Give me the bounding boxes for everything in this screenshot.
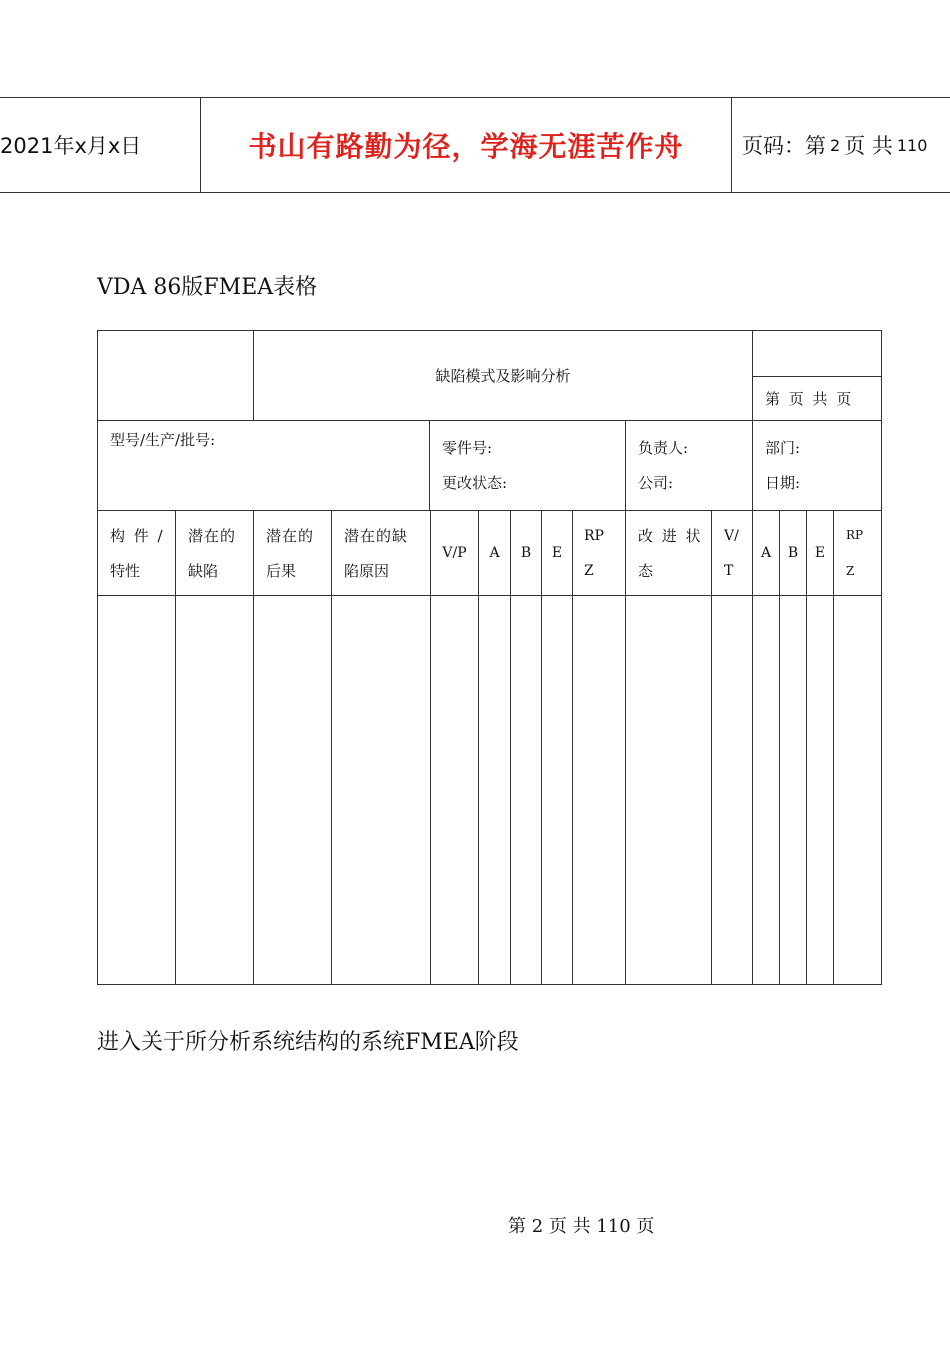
header-motto: 书山有路勤为径，学海无涯苦作舟 — [200, 98, 732, 192]
header-date: 2021年x月x日 — [0, 134, 142, 158]
document-title: VDA 86版FMEA表格 — [97, 275, 318, 300]
body-vp — [430, 595, 479, 985]
col-improve-line2: 态 — [638, 562, 654, 580]
company-label: 公司: — [638, 474, 674, 492]
col-defect-line1: 潜在的 — [188, 527, 237, 545]
body-e2 — [806, 595, 834, 985]
revision-label: 更改状态: — [442, 474, 508, 492]
col-e2-label: E — [814, 545, 826, 561]
model-label: 型号/生产/批号: — [110, 431, 216, 449]
page-footer: 第 2 页 共 110 页 — [508, 1216, 655, 1237]
fmea-form — [97, 330, 882, 985]
body-rpz2 — [833, 595, 882, 985]
body-component — [97, 595, 176, 985]
col-vt-line1: V/ — [724, 528, 739, 544]
col-rpz1-line1: RP — [584, 528, 604, 544]
col-vt-line2: T — [724, 563, 734, 579]
body-improve — [625, 595, 712, 985]
date-label: 日期: — [765, 474, 801, 492]
col-effect-line2: 后果 — [266, 562, 297, 580]
col-e1-label: E — [551, 545, 563, 561]
form-page-of: 第 页 共 页 — [765, 390, 854, 408]
body-a2 — [752, 595, 780, 985]
col-rpz2-line2: Z — [846, 564, 855, 578]
body-a1 — [478, 595, 511, 985]
col-cause-line1: 潜在的缺 — [344, 527, 409, 545]
page-mid: 页 共 — [844, 134, 893, 158]
form-top-right-cell — [752, 330, 882, 377]
col-b2-label: B — [787, 545, 799, 561]
col-a1-label: A — [489, 545, 500, 561]
body-rpz1 — [572, 595, 626, 985]
header-page-number — [742, 98, 950, 192]
body-defect — [175, 595, 254, 985]
responsible-label: 负责人: — [638, 439, 689, 457]
col-vp-label: V/P — [442, 545, 467, 561]
body-effect — [253, 595, 332, 985]
col-b1-label: B — [520, 545, 532, 561]
col-improve-line1: 改 进 状 — [638, 527, 703, 545]
col-cause-line2: 陷原因 — [344, 562, 390, 580]
page-header — [0, 97, 950, 193]
page-total: 110 — [896, 135, 928, 155]
part-no-label: 零件号: — [442, 439, 493, 457]
department-label: 部门: — [765, 439, 801, 457]
body-e1 — [541, 595, 573, 985]
form-title: 缺陷模式及影响分析 — [435, 367, 571, 385]
col-component-line1: 构 件 / — [110, 527, 165, 545]
col-effect-line1: 潜在的 — [266, 527, 315, 545]
page-prefix: 页码：第 — [742, 134, 826, 158]
body-vt — [711, 595, 753, 985]
form-blank-cell — [97, 330, 254, 421]
stage-text: 进入关于所分析系统结构的系统FMEA阶段 — [97, 1030, 519, 1055]
body-b1 — [510, 595, 542, 985]
body-cause — [331, 595, 431, 985]
col-component-line2: 特性 — [110, 562, 141, 580]
col-defect-line2: 缺陷 — [188, 562, 219, 580]
col-rpz1-line2: Z — [584, 563, 594, 579]
col-a2-label: A — [760, 545, 772, 561]
body-b2 — [779, 595, 807, 985]
col-rpz2-line1: RP — [846, 528, 864, 542]
page-current: 2 — [830, 135, 841, 155]
